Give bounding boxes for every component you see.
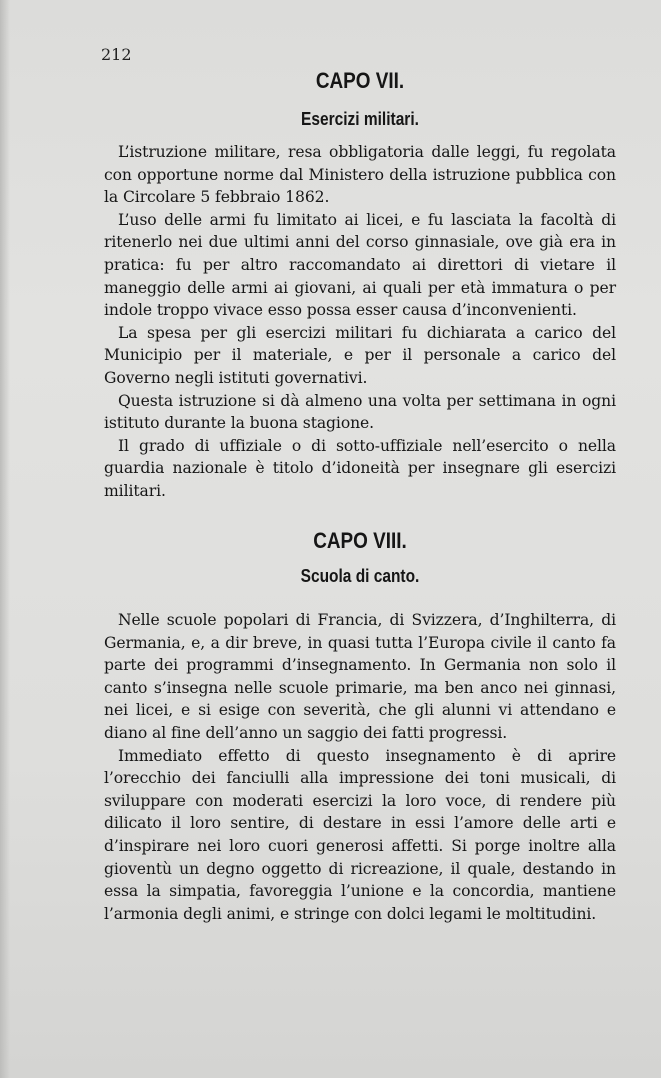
chapter-7-heading: CAPO VII. bbox=[315, 68, 405, 93]
chapter-8-heading: CAPO VIII. bbox=[313, 528, 407, 553]
page-number: 212 bbox=[101, 45, 132, 64]
chapter-8-body bbox=[104, 609, 616, 925]
paragraph: Il grado di uffiziale o di sotto-uffiziale nell’esercito o nella guardia nazionale è titolo d’idoneità per insegnare gli esercizi militari. bbox=[104, 436, 616, 500]
paragraph: Nelle scuole popolari di Francia, di Svizzera, d’Inghilterra, di Germania, e, a dir breve, in quasi tutta l’Europa civile il canto fa parte dei programmi d’insegnamento. In Germania non solo il canto s’insegna nelle scuole primarie, ma ben anco nei ginnasi, nei licei, e si esige con severità, che gli alunni vi attendano e diano al fine dell’anno un saggio dei fatti progressi. bbox=[104, 611, 616, 742]
chapter-8-title: Scuola di canto. bbox=[300, 566, 420, 586]
paragraph: L’uso delle armi fu limitato ai licei, e fu lasciata la facoltà di ritenerlo nei due ultimi anni del corso ginnasiale, ove già era in pratica: fu per altro raccomandato ai direttori di vietare il maneggio delle armi ai giovani, ai quali per età immatura o per indole troppo vivace esso possa esser causa d’inconvenienti. bbox=[104, 210, 616, 320]
paragraph: L’istruzione militare, resa obbligatoria dalle leggi, fu regolata con opportune norme dal Ministero della istruzione pubblica con la Circolare 5 febbraio 1862. bbox=[104, 143, 616, 207]
paragraph: La spesa per gli esercizi militari fu dichiarata a carico del Municipio per il materiale, e per il personale a carico del Governo negli istituti governativi. bbox=[104, 323, 616, 387]
chapter-7-title: Esercizi militari. bbox=[301, 109, 419, 129]
chapter-7-body bbox=[104, 141, 616, 503]
page-edge-shadow bbox=[0, 0, 10, 1078]
paragraph: Questa istruzione si dà almeno una volta per settimana in ogni istituto durante la buona stagione. bbox=[104, 391, 616, 433]
paragraph: Immediato effetto di questo insegnamento è di aprire l’orecchio dei fanciulli alla impressione dei toni musicali, di sviluppare con moderati esercizi la loro voce, di rendere più dilicato il loro sentire, di destare in essi l’amore delle arti e d’inspirare nei loro cuori generosi affetti. Si porge inoltre alla gioventù un degno oggetto di ricreazione, il quale, destando in essa la simpatia, favoreggia l’unione e la concordia, mantiene l’armonia degli animi, e stringe con dolci legami le moltitudini. bbox=[104, 746, 616, 923]
